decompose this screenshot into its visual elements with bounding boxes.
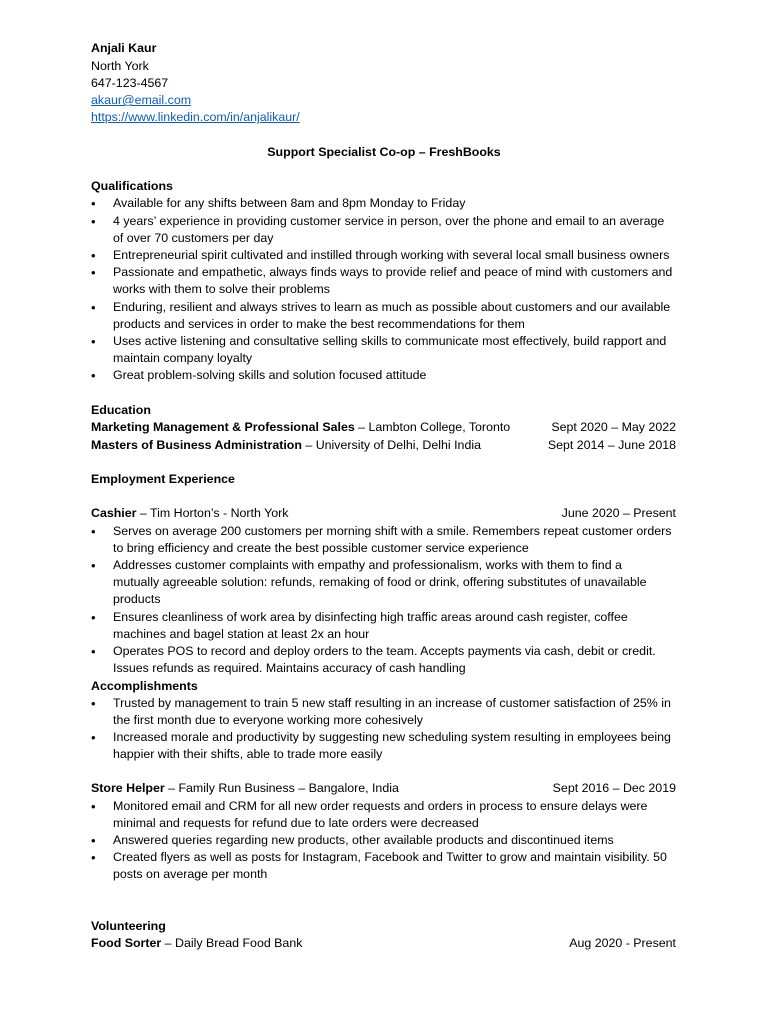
qualification-item: Available for any shifts between 8am and 8pm Monday to Friday [113,196,466,210]
job-duty: Answered queries regarding new products, other available products and discontinued items [113,833,614,847]
qualification-item: works with them to solve their problems [113,282,330,296]
job-duty: Monitored email and CRM for all new order requests and orders in process to ensure delays were [113,799,648,813]
email-link[interactable]: akaur@email.com [91,93,192,107]
degree-name: Masters of Business Administration [91,438,302,452]
school-name: – University of Delhi, Delhi India [301,438,481,452]
accomplishment-item: Trusted by management to train 5 new staff resulting in an increase of customer satisfaction of 25% in [113,696,671,710]
qualification-item: maintain company loyalty [113,351,253,365]
bullet-icon: • [91,833,96,848]
candidate-name: Anjali Kaur [91,41,157,55]
bullet-icon: • [91,196,96,211]
job-duty: products [113,592,161,606]
linkedin-link[interactable]: https://www.linkedin.com/in/anjalikaur/ [91,110,300,124]
job-duty: Operates POS to record and deploy orders to the team. Accepts payments via cash, debit or credit. [113,644,656,658]
bullet-icon: • [91,644,96,659]
job-header [91,505,288,522]
volunteer-entry [91,935,302,952]
qualification-item: Entrepreneurial spirit cultivated and instilled through working with several local small business owners [113,248,670,262]
bullet-icon: • [91,248,96,263]
job-duty: machines and bagel station at least 2x an hour [113,627,370,641]
candidate-location: North York [91,59,149,73]
qualification-item: 4 years’ experience in providing customer service in person, over the phone and email to an average [113,214,665,228]
job-target-title: Support Specialist Co-op – FreshBooks [267,145,501,159]
job-duty: to bring efficiency and create the best possible customer service experience [113,541,529,555]
job-duty: mutually agreeable solution: refunds, remaking of food or drink, offering substitutes of unavailable [113,575,647,589]
job-duty: Issues refunds as required. Maintains accuracy of cash handling [113,661,466,675]
accomplishments-heading: Accomplishments [91,679,198,693]
degree-name: Marketing Management & Professional Sales [91,420,355,434]
bullet-icon: • [91,334,96,349]
bullet-icon: • [91,300,96,315]
qualification-item: Great problem-solving skills and solution focused attitude [113,368,427,382]
accomplishment-item: happier with their shifts, able to trade more easily [113,747,383,761]
job-header [91,780,399,797]
education-entry [91,437,481,454]
job-duty: posts on average per month [113,867,268,881]
job-dates: June 2020 – Present [561,506,676,520]
volunteer-dates: Aug 2020 - Present [569,936,676,950]
volunteering-heading: Volunteering [91,919,166,933]
bullet-icon: • [91,214,96,229]
bullet-icon: • [91,265,96,280]
qualification-item: of over 70 customers per day [113,231,274,245]
volunteer-org: – Daily Bread Food Bank [161,936,303,950]
job-duty: Addresses customer complaints with empathy and professionalism, works with them to find a [113,558,622,572]
bullet-icon: • [91,850,96,865]
bullet-icon: • [91,730,96,745]
job-duty: minimal and requests for refund due to late orders were decreased [113,816,479,830]
job-role: Store Helper [91,781,165,795]
bullet-icon: • [91,558,96,573]
qualification-item: Uses active listening and consultative selling skills to communicate most effectively, build rapport and [113,334,667,348]
job-org: – Family Run Business – Bangalore, India [164,781,399,795]
education-dates: Sept 2014 – June 2018 [547,438,676,452]
bullet-icon: • [91,696,96,711]
qualification-item: Enduring, resilient and always strives to learn as much as possible about customers and our available [113,300,671,314]
school-name: – Lambton College, Toronto [354,420,511,434]
job-org: – Tim Horton’s - North York [136,506,289,520]
qualifications-heading: Qualifications [91,179,173,193]
job-duty: Created flyers as well as posts for Instagram, Facebook and Twitter to grow and maintain visibility. 50 [113,850,667,864]
accomplishment-item: the first month due to everyone working more cohesively [113,713,423,727]
bullet-icon: • [91,524,96,539]
job-duty: Ensures cleanliness of work area by disinfecting high traffic areas around cash register, coffee [113,610,628,624]
candidate-phone: 647-123-4567 [91,76,169,90]
job-duty: Serves on average 200 customers per morning shift with a smile. Remembers repeat customer orders [113,524,672,538]
accomplishment-item: Increased morale and productivity by suggesting new scheduling system resulting in employees being [113,730,671,744]
employment-heading: Employment Experience [91,472,235,486]
education-entry [91,419,510,436]
bullet-icon: • [91,368,96,383]
volunteer-role: Food Sorter [91,936,162,950]
qualification-item: products and services in order to make the best recommendations for them [113,317,525,331]
education-dates: Sept 2020 – May 2022 [551,420,676,434]
qualification-item: Passionate and empathetic, always finds ways to provide relief and peace of mind with customers and [113,265,673,279]
bullet-icon: • [91,610,96,625]
bullet-icon: • [91,799,96,814]
job-dates: Sept 2016 – Dec 2019 [552,781,676,795]
education-heading: Education [91,403,151,417]
job-role: Cashier [91,506,137,520]
